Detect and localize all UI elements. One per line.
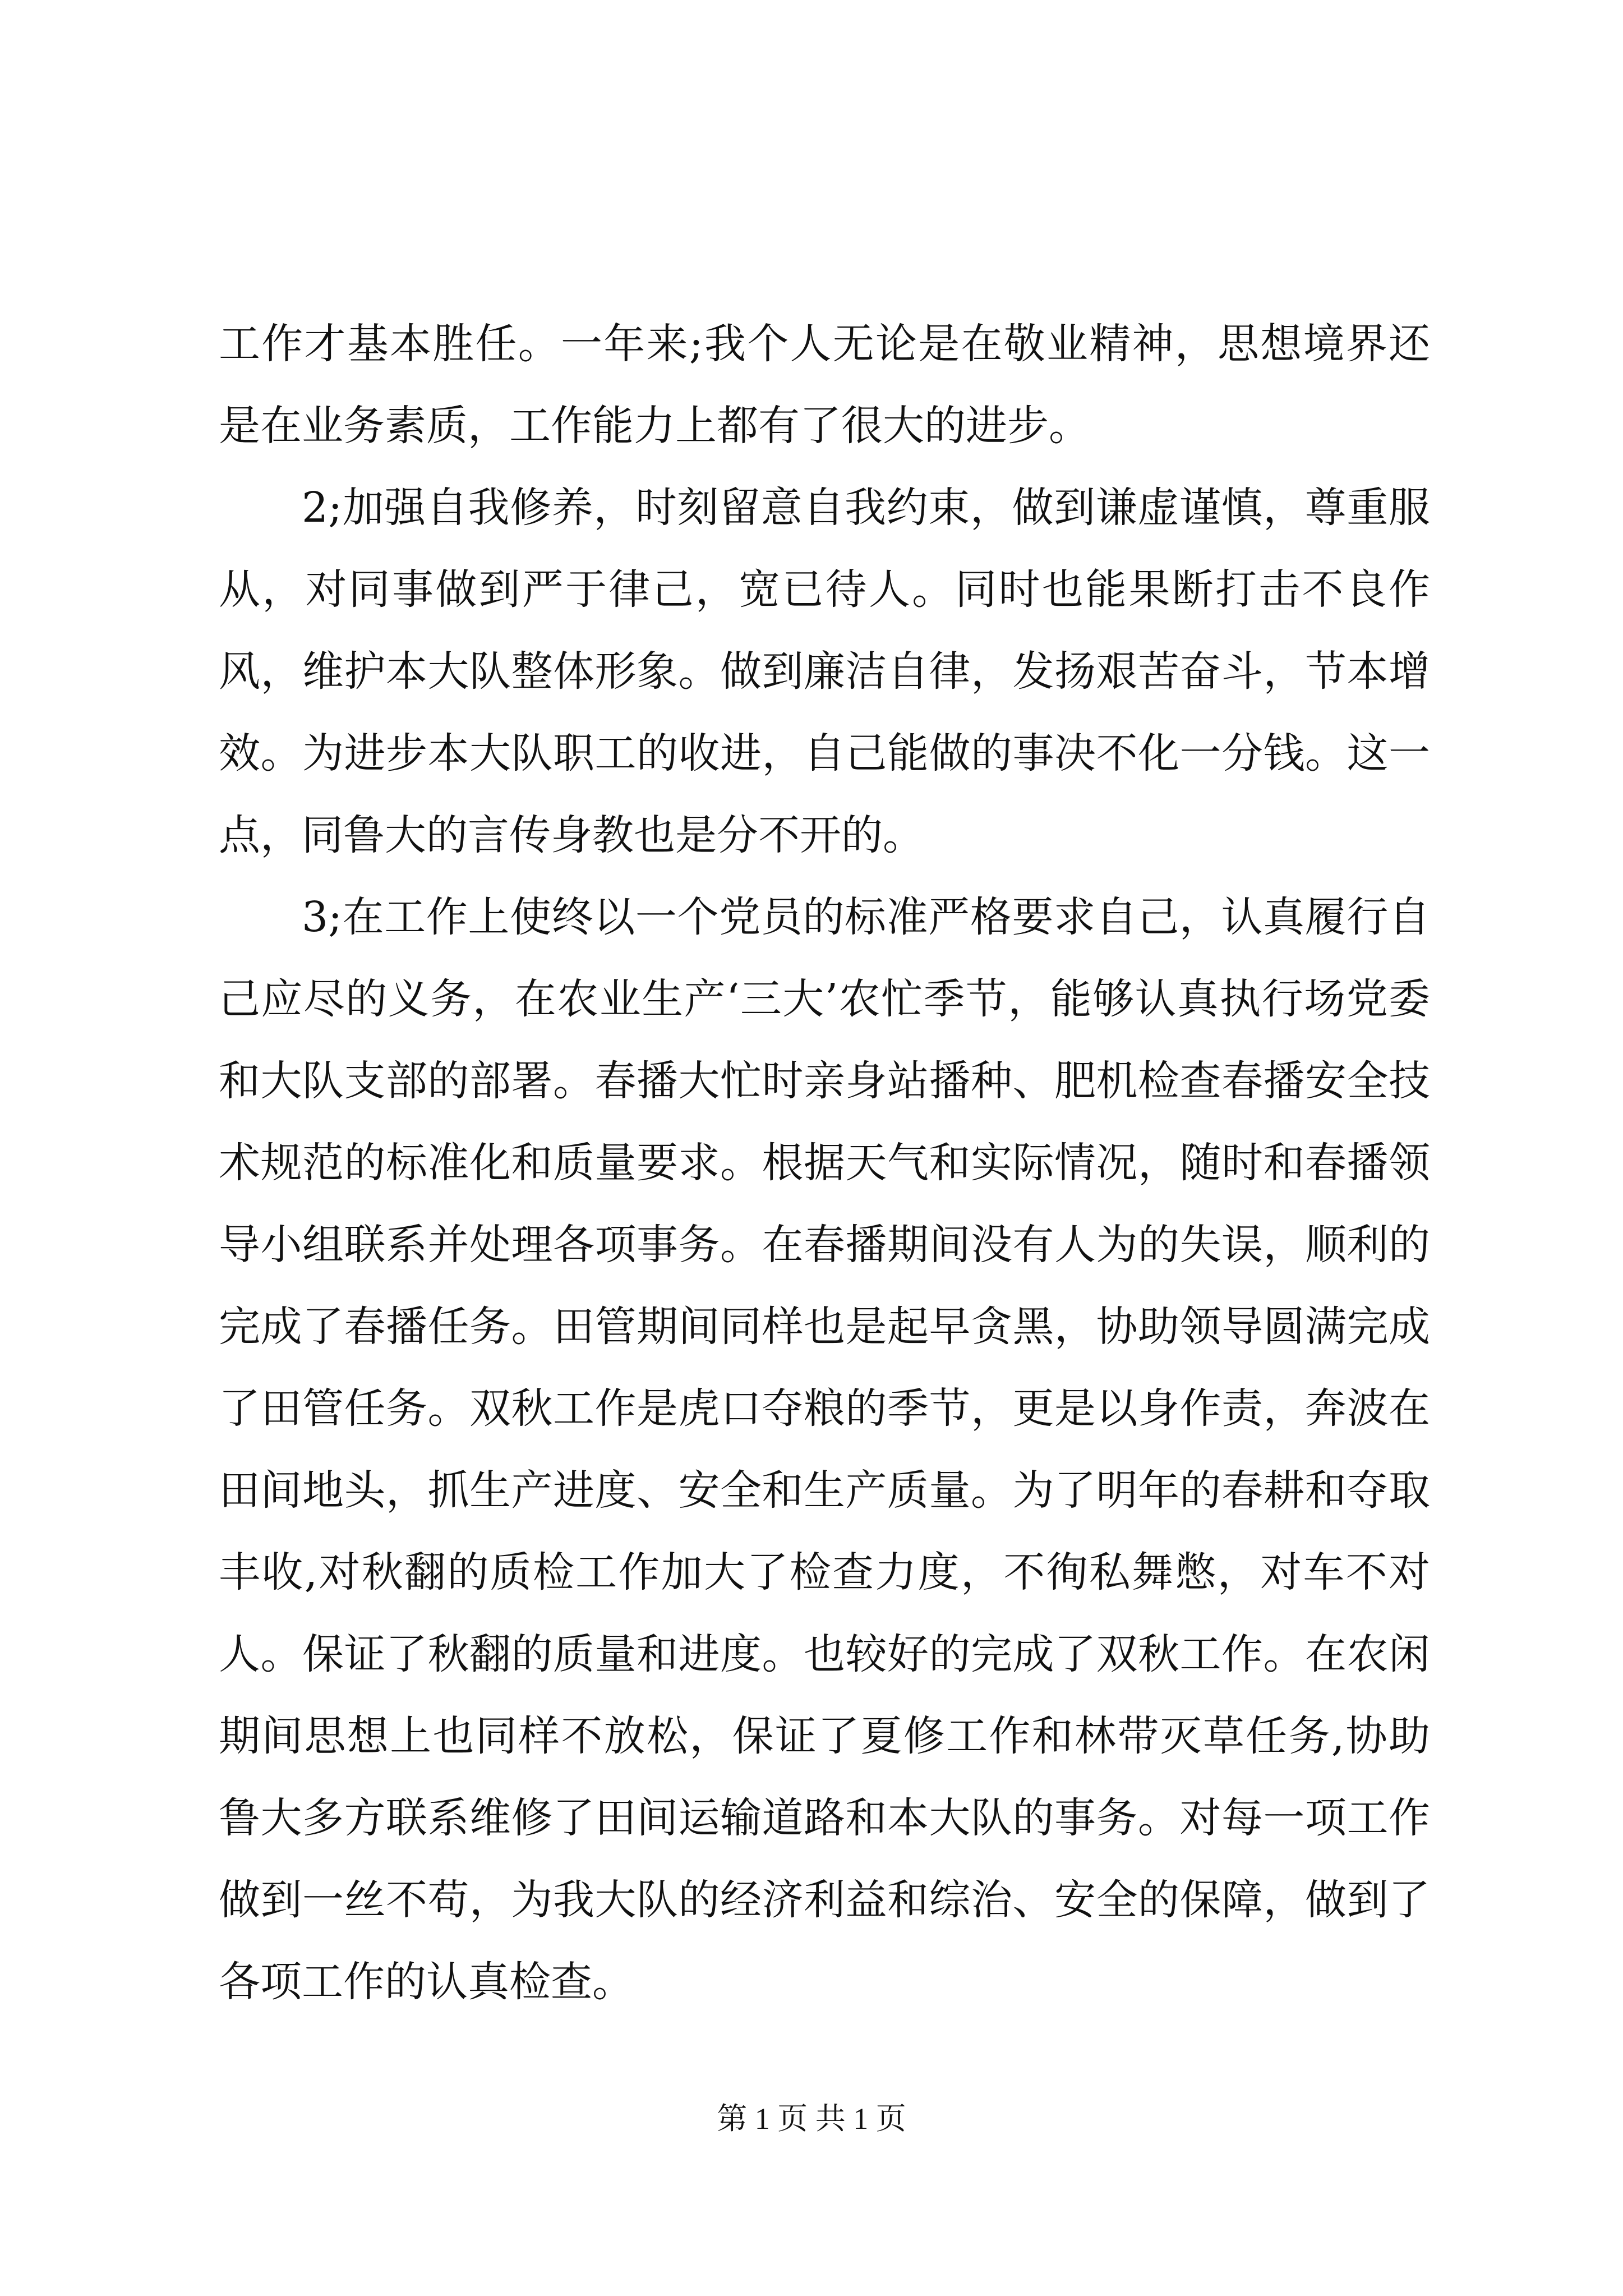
paragraph-continuation: 工作才基本胜任。一年来;我个人无论是在敬业精神，思想境界还是在业务素质，工作能力上都有了很大的进步。 — [219, 320, 1430, 450]
paragraph-item-2: 2;加强自我修养，时刻留意自我约束，做到谦虚谨慎，尊重服从，对同事做到严于律己，宽已待人。同时也能果断打击不良作风，维护本大队整体形象。做到廉洁自律，发扬艰苦奋斗，节本增效。为进步本大队职工的收进，自己能做的事决不化一分钱。这一点，同鲁大的言传身教也是分不开的。 — [219, 484, 1430, 859]
paragraph-item-3: 3;在工作上使终以一个党员的标准严格要求自己，认真履行自己应尽的义务，在农业生产‘三大’农忙季节，能够认真执行场党委和大队支部的部署。春播大忙时亲身站播种、肥机检查春播安全技术规范的标准化和质量要求。根据天气和实际情况，随时和春播领导小组联系并处理各项事务。在春播期间没有人为的失误，顺利的完成了春播任务。田管期间同样也是起早贪黑，协助领导圆满完成了田管任务。双秋工作是虎口夺粮的季节，更是以身作责，奔波在田间地头，抓生产进度、安全和生产质量。为了明年的春耕和夺取丰收,对秋翻的质检工作加大了检查力度，不徇私舞憋，对车不对人。保证了秋翻的质量和进度。也较好的完成了双秋工作。在农闲期间思想上也同样不放松，保证了夏修工作和林带灭草任务,协助鲁大多方联系维修了田间运输道路和本大队的事务。对每一项工作做到一丝不苟，为我大队的经济利益和综治、安全的保障，做到了各项工作的认真检查。 — [219, 893, 1430, 2006]
page-footer: 第 1 页 共 1 页 — [717, 2102, 906, 2136]
document-body — [219, 303, 1430, 2023]
